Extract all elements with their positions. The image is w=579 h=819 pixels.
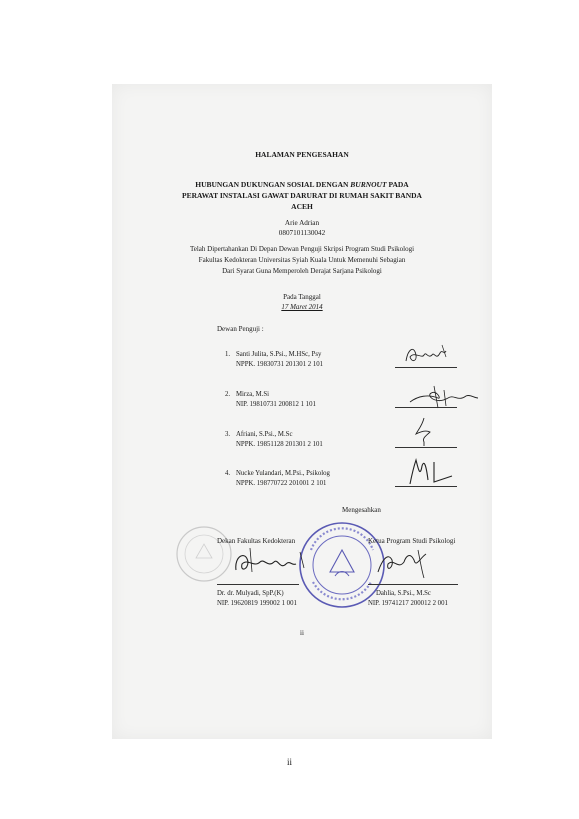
dean-role: Dekan Fakultas Kedokteran [217, 537, 296, 545]
author-name: Arie Adrian [284, 219, 320, 227]
dean-name: Dr. dr. Mulyadi, SpP.(K) [217, 590, 284, 597]
approval-label: Mengesahkan [342, 506, 381, 514]
head-name: Dahlia, S.Psi., M.Sc [376, 590, 431, 597]
date-label: Pada Tanggal [283, 293, 321, 301]
page-number: ii [286, 757, 292, 767]
scanned-page: HALAMAN PENGESAHAN HUBUNGAN DUKUNGAN SOSIAL DENGAN BURNOUT PADA PERAWAT INSTALASI GAWAT DARURAT DI RUMAH SAKIT BANDA ACEH Arie Adrian 0807101130042 Telah Dipertahankan Di Depan Dewan Penguji Skripsi Program Studi Psikologi Fakultas Kedokteran Universitas Syiah Kuala Untuk Memenuhi Sebagian Dari Syarat Guna Memperoleh Derajat Sarjana Psikologi Pada Tanggal 17 Maret 2014 Dewan Penguji : 1. Santi Julita, S.Psi., M.HSc, Psy NPPK. 19830731 201301 2 101 2. Mirza, M.Si NIP. 19810731 200812 1 101 3. Afriani, S.Psi., M.Sc NPPK. 19851128 201301 2 101 4. Nucke Yulandari, M.Psi., Psikolog NPPK. 198770722 201001 2 101 Mengesahkan Dekan Fakultas Kedokteran Dr. dr. Mulyadi, SpP.(K) NIP. 19620819 199002 1 001 Ketua Program Studi Psikologi Dahlia, S.Psi., M.Sc NIP. 19741217 200012 2 001 ii [112, 84, 492, 739]
signature-4 [406, 456, 454, 486]
author-block [112, 218, 492, 238]
statement: Telah Dipertahankan Di Depan Dewan Penguji Skripsi Program Studi Psikologi Fakultas Kedokteran Universitas Syiah Kuala Untuk Memenuhi Sebagian Dari Syarat Guna Memperoleh Derajat Sarjana Psikologi [189, 245, 415, 275]
head-signature [374, 546, 434, 580]
signature-3 [412, 416, 438, 448]
date-value: 17 Maret 2014 [281, 303, 323, 311]
dean-id: NIP. 19620819 199002 1 001 [217, 600, 297, 607]
faculty-stamp [174, 524, 234, 584]
date-block [112, 292, 492, 312]
head-block [368, 589, 448, 609]
author-id: 0807101130042 [278, 229, 326, 237]
head-signature-line [368, 584, 458, 585]
signature-1 [402, 339, 452, 369]
page-number-inner: ii [300, 629, 304, 637]
dean-signature [230, 546, 310, 578]
head-id: NIP. 19741217 200012 2 001 [368, 600, 448, 607]
dean-signature-line [217, 584, 299, 585]
signature-line-4 [395, 486, 457, 487]
head-role: Ketua Program Studi Psikologi [368, 537, 456, 545]
page-title: HALAMAN PENGESAHAN [255, 150, 349, 159]
thesis-title: HUBUNGAN DUKUNGAN SOSIAL DENGAN BURNOUT PADA PERAWAT INSTALASI GAWAT DARURAT DI RUMAH SAKIT BANDA ACEH [182, 180, 422, 211]
dean-block [217, 589, 297, 609]
board-label: Dewan Penguji : [217, 325, 264, 333]
signature-2 [408, 382, 480, 410]
